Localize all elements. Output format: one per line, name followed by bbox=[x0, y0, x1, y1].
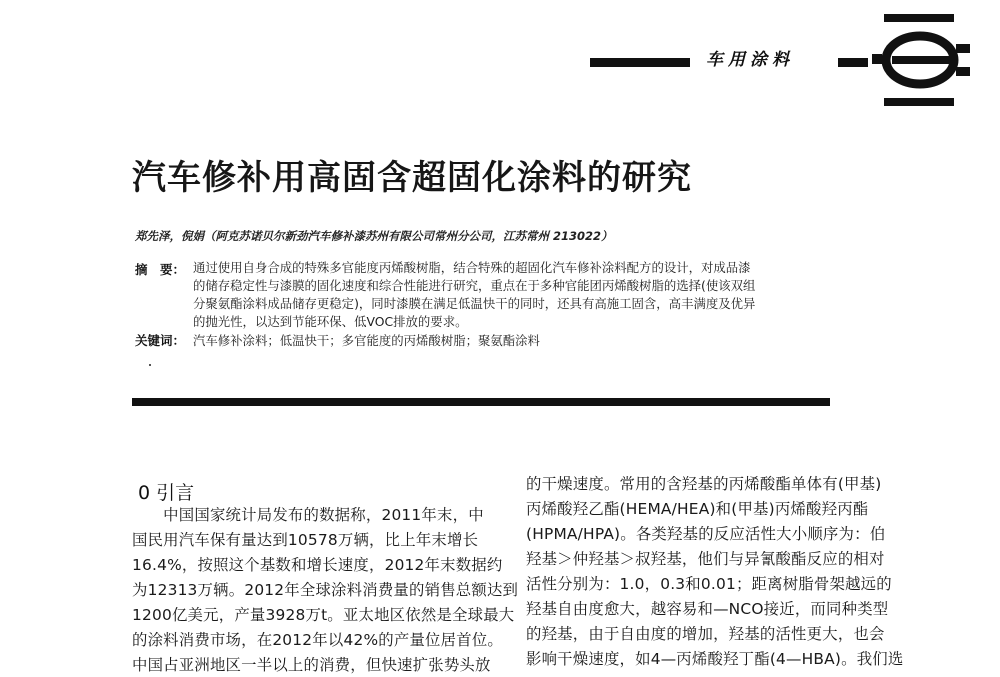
left-column-line: 为12313万辆。2012年全球涂料消费量的销售总额达到 bbox=[132, 581, 519, 599]
left-column-line: 1200亿美元，产量3928万t。亚太地区依然是全球最大 bbox=[132, 606, 515, 624]
right-column-line: 的羟基，由于自由度的增加，羟基的活性更大，也会 bbox=[526, 625, 885, 643]
abstract-line: 通过使用自身合成的特殊多官能度丙烯酸树脂，结合特殊的超固化汽车修补涂料配方的设计，对成品漆 bbox=[193, 260, 751, 275]
left-column-line: 16.4%，按照这个基数和增长速度，2012年末数据约 bbox=[132, 556, 503, 574]
abstract-label: 摘 要： bbox=[135, 262, 186, 277]
journal-logo-icon bbox=[872, 14, 972, 106]
right-column-line: 羟基＞仲羟基＞叔羟基，他们与异氰酸酯反应的相对 bbox=[526, 550, 885, 568]
abstract-line: 分聚氨酯涂料成品储存更稳定)，同时漆膜在满足低温快干的同时，还具有高施工固含，高丰满度及优异 bbox=[193, 296, 756, 311]
abstract-line: 的储存稳定性与漆膜的固化速度和综合性能进行研究，重点在于多种官能团丙烯酸树脂的选择(使该双组 bbox=[193, 278, 756, 293]
right-column-line: 羟基自由度愈大，越容易和—NCO接近，而同种类型 bbox=[526, 600, 889, 618]
section-divider-rule bbox=[132, 398, 830, 406]
section-heading: 0 引言 bbox=[138, 482, 195, 504]
keywords-label: 关键词： bbox=[135, 333, 186, 348]
left-column-line: 中国国家统计局发布的数据称，2011年末，中 bbox=[132, 506, 484, 524]
right-column-line: 活性分别为：1.0，0.3和0.01；距离树脂骨架越远的 bbox=[526, 575, 892, 593]
left-column-line: 中国占亚洲地区一半以上的消费，但快速扩张势头放 bbox=[132, 656, 491, 674]
left-column-line: 国民用汽车保有量达到10578万辆，比上年末增长 bbox=[132, 531, 479, 549]
scan-speck bbox=[149, 364, 151, 366]
section-label: 车用涂料 bbox=[706, 50, 794, 70]
right-column-line: (HPMA/HPA)。各类羟基的反应活性大小顺序为：伯 bbox=[526, 525, 886, 543]
header-right-rule bbox=[838, 58, 868, 67]
header-left-rule bbox=[590, 58, 690, 67]
article-title: 汽车修补用高固含超固化涂料的研究 bbox=[132, 158, 692, 198]
right-column-line: 的干燥速度。常用的含羟基的丙烯酸酯单体有(甲基) bbox=[526, 475, 882, 493]
right-column-line: 丙烯酸羟乙酯(HEMA/HEA)和(甲基)丙烯酸羟丙酯 bbox=[526, 500, 869, 518]
authors-affiliation: 郑先泽，倪娟（阿克苏诺贝尔新劲汽车修补漆苏州有限公司常州分公司，江苏常州 213022） bbox=[135, 229, 613, 243]
right-column-line: 影响干燥速度，如4—丙烯酸羟丁酯(4—HBA)。我们选 bbox=[526, 650, 904, 668]
keywords-text: 汽车修补涂料；低温快干；多官能度的丙烯酸树脂；聚氨酯涂料 bbox=[193, 333, 540, 348]
left-column-line: 的涂料消费市场，在2012年以42%的产量位居首位。 bbox=[132, 631, 503, 649]
abstract-line: 的抛光性，以达到节能环保、低VOC排放的要求。 bbox=[193, 314, 468, 329]
